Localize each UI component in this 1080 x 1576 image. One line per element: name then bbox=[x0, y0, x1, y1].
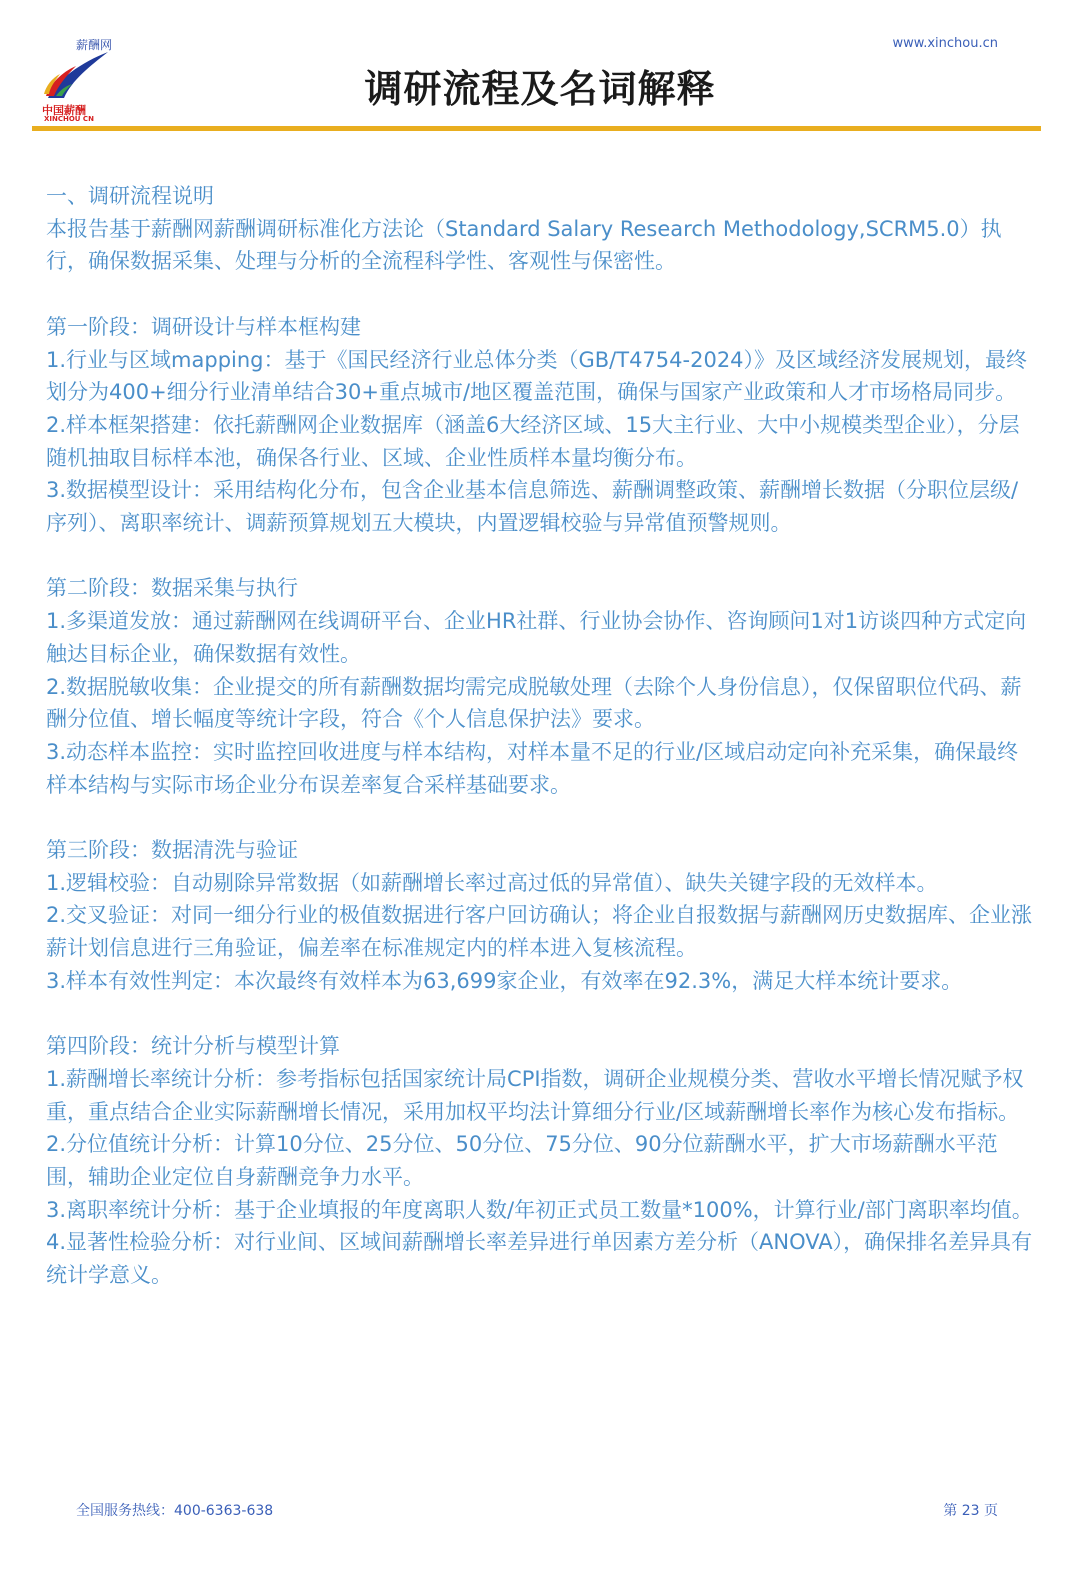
paragraph: 1.行业与区域mapping：基于《国民经济行业总体分类（GB/T4754-2024）》及区域经济发展规划，最终划分为400+细分行业清单结合30+重点城市/地区覆盖范围，确保与国家产业政策和人才市场格局同步。 bbox=[46, 347, 1028, 405]
page-title: 调研流程及名词解释 bbox=[364, 67, 716, 111]
section-heading: 第四阶段：统计分析与模型计算 bbox=[46, 1034, 340, 1059]
section-heading: 第一阶段：调研设计与样本框构建 bbox=[46, 314, 361, 339]
paragraph: 3.样本有效性判定：本次最终有效样本为63,699家企业，有效率在92.3%，满足大样本统计要求。 bbox=[46, 968, 963, 993]
paragraph: 2.样本框架搭建：依托薪酬网企业数据库（涵盖6大经济区域、15大主行业、大中小规模类型企业），分层随机抽取目标样本池，确保各行业、区域、企业性质样本量均衡分布。 bbox=[46, 412, 1020, 470]
section-heading: 一、调研流程说明 bbox=[46, 184, 214, 208]
paragraph: 2.分位值统计分析：计算10分位、25分位、50分位、75分位、90分位薪酬水平，扩大市场薪酬水平范围，辅助企业定位自身薪酬竞争力水平。 bbox=[46, 1132, 998, 1190]
paragraph: 2.交叉验证：对同一细分行业的极值数据进行客户回访确认；将企业自报数据与薪酬网历史数据库、企业涨薪计划信息进行三角验证，偏差率在标准规定内的样本进入复核流程。 bbox=[46, 903, 1033, 961]
section-stage-4 bbox=[46, 1030, 1036, 1292]
paragraph: 1.薪酬增长率统计分析：参考指标包括国家统计局CPI指数，调研企业规模分类、营收水平增长情况赋予权重，重点结合企业实际薪酬增长情况，采用加权平均法计算细分行业/区域薪酬增长率作为核心发布指标。 bbox=[46, 1066, 1024, 1124]
footer-hotline: 全国服务热线：400-6363-638 bbox=[76, 1503, 274, 1519]
section-stage-2 bbox=[46, 572, 1036, 801]
paragraph: 2.数据脱敏收集：企业提交的所有薪酬数据均需完成脱敏处理（去除个人身份信息），仅保留职位代码、薪酬分位值、增长幅度等统计字段，符合《个人信息保护法》要求。 bbox=[46, 674, 1022, 732]
paragraph: 1.多渠道发放：通过薪酬网在线调研平台、企业HR社群、行业协会协作、咨询顾问1对1访谈四种方式定向触达目标企业，确保数据有效性。 bbox=[46, 609, 1027, 666]
footer-page-number: 第 23 页 bbox=[943, 1503, 998, 1519]
document-body bbox=[46, 180, 1036, 1292]
section-stage-3 bbox=[46, 834, 1036, 998]
website-url[interactable]: www.xinchou.cn bbox=[892, 36, 998, 51]
header-divider bbox=[32, 126, 1041, 131]
paragraph: 3.动态样本监控：实时监控回收进度与样本结构，对样本量不足的行业/区域启动定向补充采集，确保最终样本结构与实际市场企业分布误差率复合采样基础要求。 bbox=[46, 739, 1019, 797]
paragraph: 3.数据模型设计：采用结构化分布，包含企业基本信息筛选、薪酬调整政策、薪酬增长数据（分职位层级/序列）、离职率统计、调薪预算规划五大模块，内置逻辑校验与异常值预警规则。 bbox=[46, 478, 1019, 536]
paragraph: 1.逻辑校验：自动剔除异常数据（如薪酬增长率过高过低的异常值）、缺失关键字段的无效样本。 bbox=[46, 870, 938, 895]
section-heading: 第三阶段：数据清洗与验证 bbox=[46, 838, 298, 863]
logo-chinese-name: 中国薪酬 bbox=[42, 104, 86, 117]
paragraph: 本报告基于薪酬网薪酬调研标准化方法论（Standard Salary Research Methodology,SCRM5.0）执行，确保数据采集、处理与分析的全流程科学性、客观性与保密性。 bbox=[46, 216, 1002, 274]
section-stage-1 bbox=[46, 311, 1036, 540]
section-heading: 第二阶段：数据采集与执行 bbox=[46, 576, 298, 601]
logo-top-text: 薪酬网 bbox=[76, 38, 113, 52]
section-intro bbox=[46, 180, 1036, 278]
logo-english-name: XINCHOU CN bbox=[44, 115, 94, 123]
paragraph: 4.显著性检验分析：对行业间、区域间薪酬增长率差异进行单因素方差分析（ANOVA），确保排名差异具有统计学意义。 bbox=[46, 1230, 1033, 1288]
paragraph: 3.离职率统计分析：基于企业填报的年度离职人数/年初正式员工数量*100%，计算行业/部门离职率均值。 bbox=[46, 1197, 1033, 1222]
